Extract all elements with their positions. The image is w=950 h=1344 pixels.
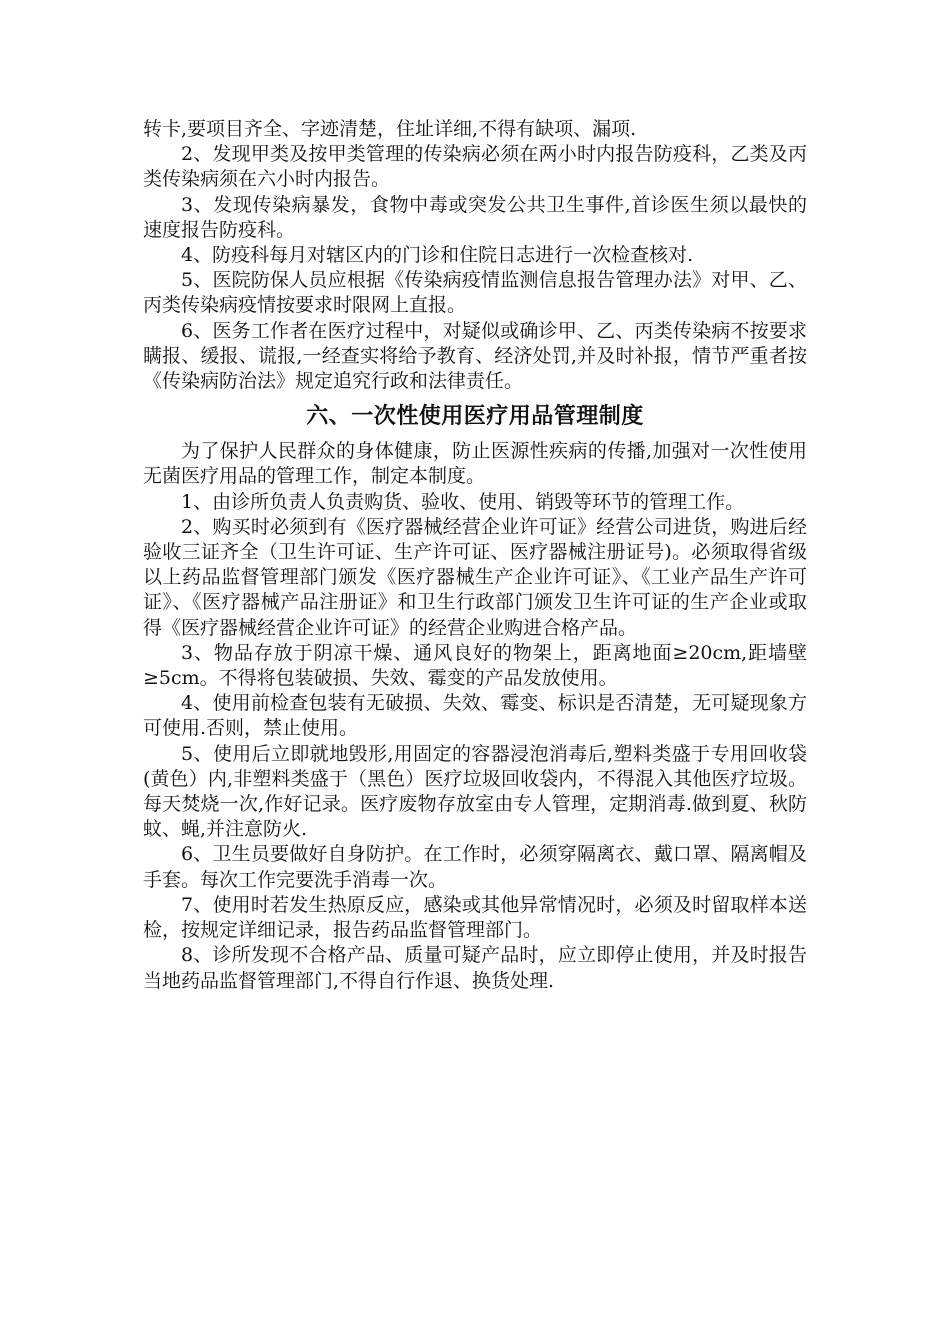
- list-item: 3、物品存放于阴凉干燥、通风良好的物架上，距离地面≥20cm,距墙壁≥5cm。不得将包装破损、失效、霉变的产品发放使用。: [143, 641, 807, 690]
- list-item: 5、使用后立即就地毁形,用固定的容器浸泡消毒后,塑料类盛于专用回收袋(黄色）内,非塑料类盛于（黑色）医疗垃圾回收袋内，不得混入其他医疗垃圾。每天焚烧一次,作好记录。医疗废物存放室由专人管理，定期消毒.做到夏、秋防蚊、蝇,并注意防火.: [143, 742, 807, 841]
- list-item: 2、购买时必须到有《医疗器械经营企业许可证》经营公司进货，购进后经验收三证齐全（卫生许可证、生产许可证、医疗器械注册证号)。必须取得省级以上药品监督管理部门颁发《医疗器械生产企业许可证》、《工业产品生产许可证》、《医疗器械产品注册证》和卫生行政部门颁发卫生许可证的生产企业或取得《医疗器械经营企业许可证》的经营企业购进合格产品。: [143, 515, 807, 639]
- section-heading: 六、一次性使用医疗用品管理制度: [306, 404, 644, 430]
- list-item: 1、由诊所负责人负责购货、验收、使用、销毁等环节的管理工作。: [181, 490, 745, 513]
- list-item: 8、诊所发现不合格产品、质量可疑产品时，应立即停止使用，并及时报告当地药品监督管理部门,不得自行作退、换货处理.: [143, 944, 807, 992]
- paragraph-continuation: 转卡,要项目齐全、字迹清楚，住址详细,不得有缺项、漏项.: [143, 118, 637, 140]
- list-item: 7、使用时若发生热原反应，感染或其他异常情况时，必须及时留取样本送检，按规定详细记录，报告药品监督管理部门。: [143, 893, 807, 942]
- list-item: 4、使用前检查包装有无破损、失效、霉变、标识是否清楚，无可疑现象方可使用.否则，禁止使用。: [143, 692, 807, 740]
- list-item: 5、医院防保人员应根据《传染病疫情监测信息报告管理办法》对甲、乙、丙类传染病疫情按要求时限网上直报。: [143, 269, 807, 317]
- document-page: [143, 117, 807, 994]
- list-item: 2、发现甲类及按甲类管理的传染病必须在两小时内报告防疫科，乙类及丙类传染病须在六小时内报告。: [143, 143, 807, 191]
- list-item: 6、医务工作者在医疗过程中，对疑似或确诊甲、乙、丙类传染病不按要求瞒报、缓报、谎报,一经查实将给予教育、经济处罚,并及时补报，情节严重者按《传染病防治法》规定追究行政和法律责任。: [143, 319, 807, 393]
- intro-paragraph: 为了保护人民群众的身体健康，防止医源性疾病的传播,加强对一次性使用无菌医疗用品的管理工作，制定本制度。: [143, 440, 807, 488]
- list-item: 6、卫生员要做好自身防护。在工作时，必须穿隔离衣、戴口罩、隔离帽及手套。每次工作完要洗手消毒一次。: [143, 843, 807, 891]
- list-item: 3、发现传染病暴发，食物中毒或突发公共卫生事件,首诊医生须以最快的速度报告防疫科。: [143, 193, 807, 241]
- list-item: 4、防疫科每月对辖区内的门诊和住院日志进行一次检查核对.: [181, 244, 694, 267]
